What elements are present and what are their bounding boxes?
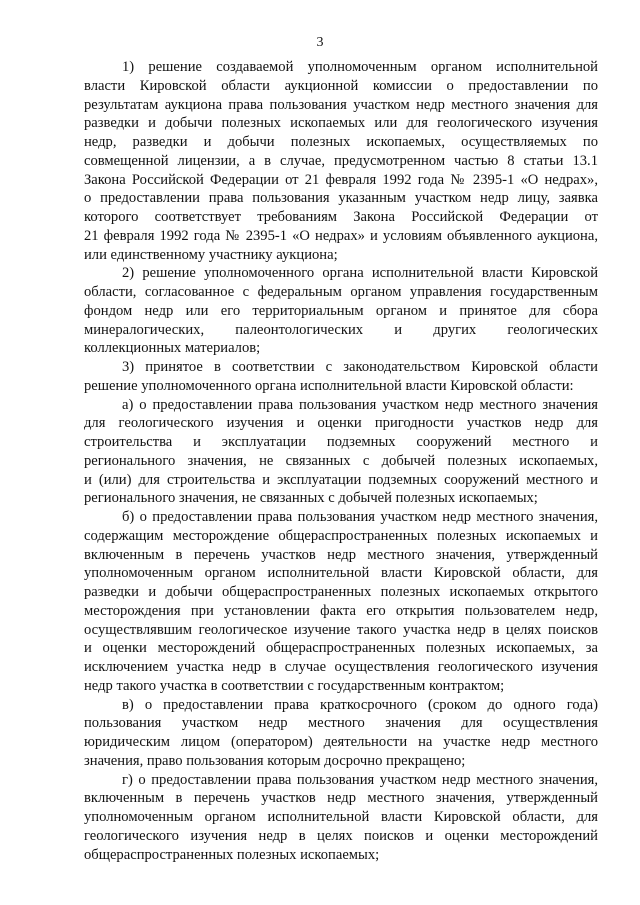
text-line: регионального значения, не связанных с добычей полезных ископаемых; [84,490,538,507]
text-line: исключением участка недр в случае осуществления геологического изучения [84,659,598,675]
text-line: разведки и добычи полезных ископаемых или для геологического изучения [84,115,598,132]
text-line: регионального значения, не связанных с добычей полезных ископаемых, [84,452,598,469]
text-line: недр такого участка в соответствии с государственным контрактом; [84,677,505,694]
text-line: минералогических, палеонтологических и других геологических [84,321,598,338]
text-line: и оценки месторождений общераспространенных полезных ископаемых, за [84,640,598,657]
text-line: строительства и эксплуатации подземных сооружений местного и [84,434,598,450]
text-line: коллекционных материалов; [84,340,261,357]
text-line: уполномоченным органом исполнительной власти Кировской области, для [84,809,598,825]
text-line: недр, разведки и добычи полезных ископаемых, осуществляемых по [84,134,598,150]
text-line: для геологического изучения и оценки пригодности участков недр для [84,415,598,432]
text-line: осуществлявшим геологическое изучение такого участка недр в целях поисков [84,621,598,638]
page-number: 3 [316,35,324,50]
text-line: б) о предоставлении права пользования участком недр местного значения, [122,509,598,525]
text-line: г) о предоставлении права пользования участком недр местного значения, [122,771,598,788]
text-line: фондом недр или его территориальным органом и принятое для сбора [84,302,598,319]
paragraph [84,771,598,865]
text-line: власти Кировской области аукционной комиссии о предоставлении по [84,77,598,94]
text-line: включенным в перечень участков недр местного значения, утвержденный [84,546,598,563]
paragraph [84,264,598,358]
text-line: области, согласованное с федеральным органом управления государственным [84,284,598,300]
text-line: разведки и добычи общераспространенных полезных ископаемых открытого [84,584,598,600]
document-body [84,58,598,864]
text-line: совмещенной лицензии, а в случае, предусмотренном частью 8 статьи 13.1 [84,152,598,169]
text-line: Закона Российской Федерации от 21 февраля 1992 года № 2395-1 «О недрах», [84,171,598,188]
paragraph [84,508,598,696]
text-line: 1) решение создаваемой уполномоченным органом исполнительной [122,59,598,75]
text-line: геологического изучения недр в целях поисков и оценки месторождений [84,827,598,844]
paragraph [84,58,598,264]
text-line: и (или) для строительства и эксплуатации подземных сооружений местного и [84,471,598,488]
text-line: или единственному участнику аукциона; [84,246,338,263]
text-line: юридическим лицом (оператором) деятельности на участке недр местного [84,734,598,750]
text-line: пользования участком недр местного значения для осуществления [84,715,598,732]
text-line: а) о предоставлении права пользования участком недр местного значения [122,396,598,413]
text-line: 3) принятое в соответствии с законодательством Кировской области [122,359,598,375]
text-line: результатам аукциона права пользования участком недр местного значения для [84,96,598,113]
text-line: в) о предоставлении права краткосрочного (сроком до одного года) [122,696,598,713]
text-line: которого соответствует требованиям Закона Российской Федерации от [84,209,598,225]
paragraph [84,396,598,509]
paragraph [84,696,598,771]
text-line: месторождения при установлении факта его открытия пользователем недр, [84,602,598,619]
text-line: включенным в перечень участков недр местного значения, утвержденный [84,790,598,807]
text-line: о предоставлении права пользования указанным участком недр лицу, заявка [84,190,598,207]
text-line: решение уполномоченного органа исполнительной власти Кировской области: [84,377,574,394]
text-line: общераспространенных полезных ископаемых; [84,846,380,863]
text-line: значения, право пользования которым досрочно прекращено; [84,752,466,769]
text-line: 2) решение уполномоченного органа исполнительной власти Кировской [122,265,598,282]
text-line: 21 февраля 1992 года № 2395-1 «О недрах» и условиям объявленного аукциона, [84,227,598,244]
text-line: содержащим месторождение общераспространенных полезных ископаемых и [84,527,598,544]
text-line: уполномоченным органом исполнительной власти Кировской области, для [84,565,598,582]
paragraph [84,358,598,396]
